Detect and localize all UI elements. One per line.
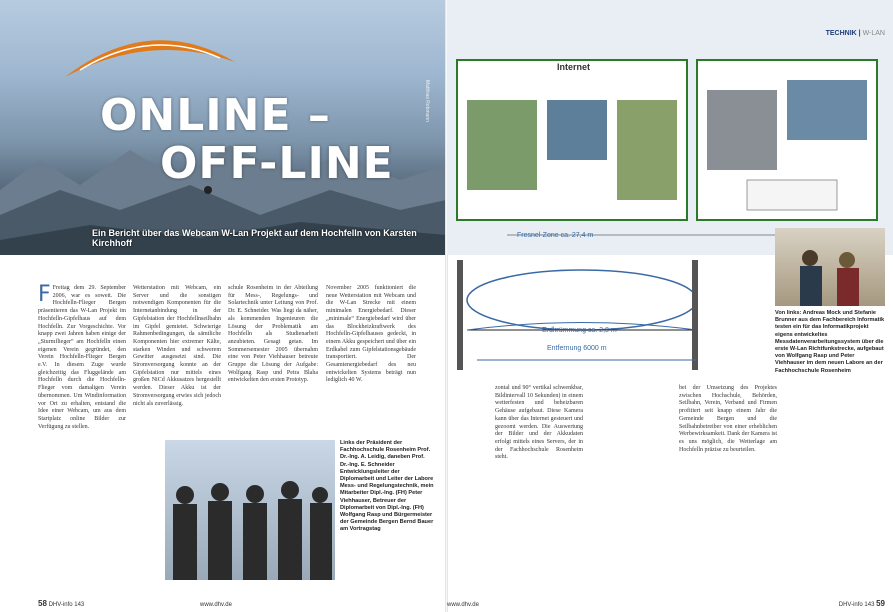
right-text-column-1 <box>495 385 583 464</box>
left-page-number: 58 <box>38 599 47 608</box>
right-footer-url: www.dhv.de <box>447 602 479 608</box>
group-photo-caption: Links der Präsident der Fachhochschule Rosenheim Prof. Dr.-Ing. A. Leidig, daneben Prof. Dr.-Ing. E. Schneider Entwicklungsleiter der Diplomarbeit und Leiter der Labore Mess- und Regelungstechnik, mein Mitarbeiter Dipl.-Ing. (FH) Peter Viehhauser, Betreuer der Diplomarbeit von Dipl.-Ing. (FH) Wolfgang Rasp und Bürgermeister der Gemeinde Bergen Bernd Bauer am Vortragstag <box>340 440 434 533</box>
group-photo-figures <box>165 440 335 580</box>
paraglider-photo <box>0 0 446 255</box>
section-sub: W-LAN <box>862 30 885 37</box>
article-subtitle: Ein Bericht über das Webcam W-Lan Projekt auf dem Hochfelln von Karsten Kirchhoff <box>92 228 417 248</box>
section-name: TECHNIK <box>825 30 857 37</box>
left-footer <box>38 599 84 608</box>
left-footer-publication: DHV-info 143 <box>48 602 85 608</box>
col1-text: Freitag dem 29. September 2006, war es soweit. Die Hochfelln-Flieger Bergen präsentieren das W-Lan Projekt im Hochfelln-Gipfelhaus auf dem Hochfelln. Zur Vorgeschichte. Vor knapp zwei Jahren haben einige der „Sturmflieger“ am Hochfelln einen eigenen Verein gegründet, den Verein Hochfelln-Flieger Bergen e.V. In diesem Zuge wurde gleichzeitig das Fluggelände am Hochfelln durch die Hochfelln-Flieger vom damaligen Verein übernommen. Um Windinformation vor Ort zu erhalten, entstand die Idee einer Webcam, um aus dem Startplatz online Bilder zur Verfügung zu stellen. <box>38 285 126 430</box>
group-photo <box>165 440 335 580</box>
left-page <box>0 0 446 612</box>
right-footer <box>839 599 885 608</box>
text-column-2 <box>133 285 221 410</box>
col4-text: November 2005 funktioniert die neue Wetterstation mit Webcam und die W-Lan Strecke mit einem minimalen Energiebedarf. Dieser „minimale“ Energiebedarf wird über das Blockheizkraftwerk des Hochfelln-Gipfelhauses gedeckt, in einem Akku gespeichert und über ein Erdkabel zum Gipfelstationsgebäude transportiert. Der Gesamtenergiebedarf des neu entwickelten Systems beträgt nun lediglich 40 W. <box>326 285 416 384</box>
right-page <box>447 0 893 612</box>
network-diagram-svg <box>447 0 893 255</box>
col2-text: Wetterstation mit Webcam, ein Server und die sonstigen notwendigen Komponenten für die Internetanbindung in der Gipfelstation der Hochfellnseilbahn im Gipfel gemietet. Schwierige Rahmenbedingungen, da sämtliche Komponenten hier extremer Kälte, starken Winden und schwerem Gewitter ausgesetzt sind. Die Stromversorgung konnte an der Gipfelstation nur mittels eines großen NiCd Akkusatzes hergestellt werden. Dieser Akku ist der Stromversorgung erwies sich jedoch nicht als zuverlässig. <box>133 285 221 407</box>
article-title <box>100 92 394 188</box>
right-page-number: 59 <box>876 599 885 608</box>
internet-label: Internet <box>557 62 591 72</box>
text-column-1 <box>38 282 126 433</box>
photo-credit: Matthias Rebmann <box>424 80 430 122</box>
distance-label: Entfernung 6000 m <box>547 345 607 352</box>
right-footer-publication: DHV-info 143 <box>838 602 875 608</box>
left-footer-url: www.dhv.de <box>200 602 232 608</box>
drop-cap: F <box>38 282 51 307</box>
fresnel-label: Fresnel-Zone ca. 27,4 m <box>517 232 594 239</box>
right-col1-text: zontal und 90° vertikal schwenkbar, Bildintervall 10 Sekunden) in einem wetterfesten und beheizbaren Gehäuse aufgebaut. Diese Kamera kann über das Internet gesteuert und gezoomt werden. Die Auswertung der Bilder und der Akkudaten erfolgt mittels eines Servers, der in der Fachhochschule Rosenheim steht. <box>495 385 583 461</box>
title-line-1: ONLINE – <box>100 90 331 141</box>
text-column-4 <box>326 285 416 387</box>
fresnel-diagram <box>447 220 777 380</box>
network-diagram <box>447 0 893 255</box>
lab-photo <box>775 228 885 306</box>
col3-text: schule Rosenheim in der Abteilung für Mess-, Regelungs- und Solartechnik unter Leitung von Prof. Dr. E. Schneider. Was liegt da näher, als kommenden Ingenieuren die Lösung der Problematik am Hochfelln als Studienarbeit anzubieten. Gesagt getan. Im Sommersemester 2005 übernahm eine von Peter Viehhauser betreute Gruppe die Lösung der Aufgabe: Wolfgang Rasp und Petra Blaha entwickelten den ersten Prototyp. <box>228 285 318 384</box>
section-tag: TECHNIK | W-LAN <box>825 30 885 37</box>
title-line-2: OFF-LINE <box>160 138 394 189</box>
text-column-3 <box>228 285 318 387</box>
lab-photo-caption: Von links: Andreas Mock und Stefanie Brunner aus dem Fachbereich Informatik testen ein für das Informatikprojekt eigens entwickeltes Messdatenverarbeitungssystem über die erste W-Lan Richtfunkstrecke, aufgebaut von Wolfgang Rasp und Peter Viehhauser im dem neuen Labore an der Fachhochschule Rosenheim <box>775 310 885 374</box>
erdkruemmung-label: Erdkrümmung ca. 2,8 m <box>542 327 617 334</box>
right-text-column-2 <box>679 385 777 456</box>
lab-photo-figures <box>775 228 885 306</box>
paraglider-wing <box>60 22 240 92</box>
right-col2-text: bei der Umsetzung des Projektes zwischen Hochschule, Behörden, Seilbahn, Verein, Verband und Firmen profitiert seit knapp einem Jahr die Gemeinde Bergen und die Seilbahnbetreiber von einer erheblichen Werbewirksamkeit. Dank der Kamera ist es uns möglich, die Wetterlage am Hochfelln präzise zu beurteilen. <box>679 385 777 453</box>
